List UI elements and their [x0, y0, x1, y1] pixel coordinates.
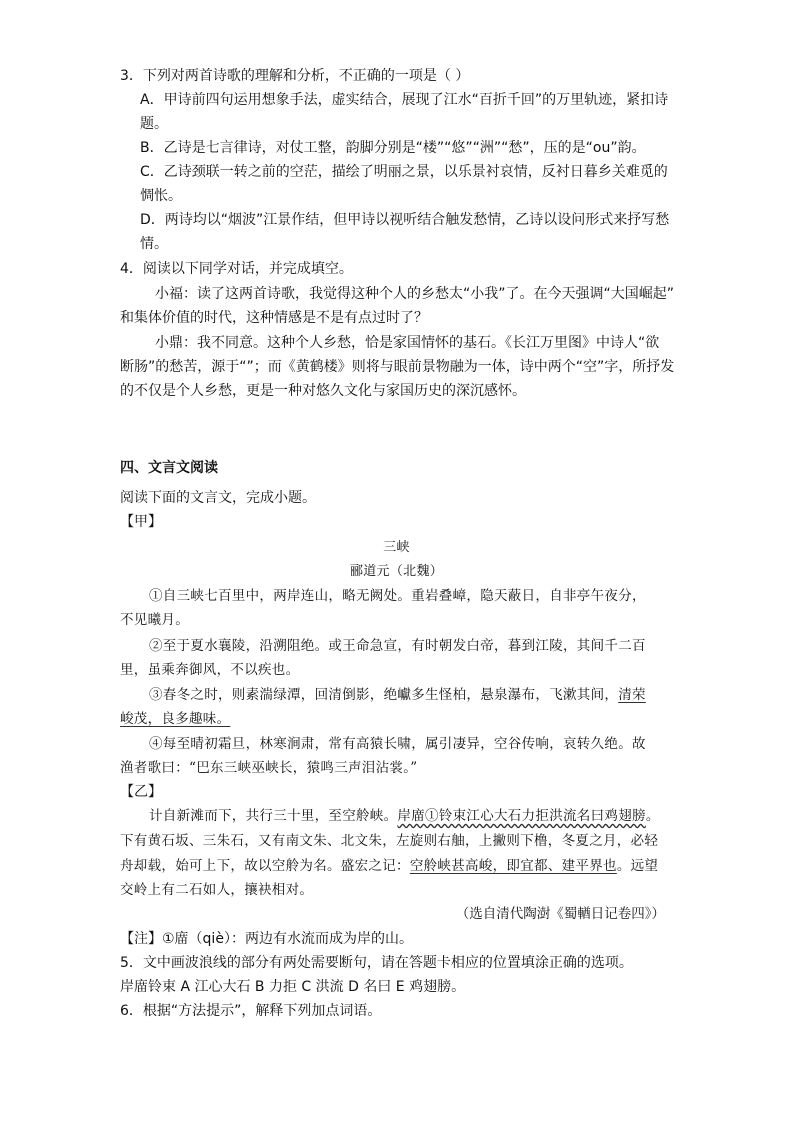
section-intro: 阅读下面的文言文，完成小题。: [120, 490, 316, 506]
q4-paragraph2-line3: 的不仅是个人乡愁，更是一种对悠久文化与家国历史的深沉感怀。: [120, 383, 526, 399]
underlined-sentence-kongling: 空舲峡甚高峻，即宜都、建平界也: [409, 858, 617, 874]
jia-paragraph3-line2: [120, 709, 230, 729]
wavy-underlined-sentence: 岸庿①铃束江心大石力拒洪流名曰鸡翅膀: [397, 808, 646, 824]
q3-stem: 3．下列对两首诗歌的理解和分析，不正确的一项是（ ）: [120, 68, 470, 84]
annotation-note: 【注】①庿（qiè）：两边有水流而成为岸的山。: [120, 931, 413, 947]
q3-option-d-line1: D．两诗均以“烟波”江景作结，但甲诗以视听结合触发愁情，乙诗以设问形式来抒写愁: [140, 212, 670, 228]
yi-line3-end: 。远望: [616, 858, 659, 874]
jia-paragraph3-text: ③春冬之时，则素湍绿潭，回清倒影，绝巘多生怪柏，悬泉瀑布，飞漱其间，: [149, 687, 619, 703]
jia-paragraph4-line2: 渔者歌曰：“巴东三峡巫峡长，猿鸣三声泪沾裳。”: [120, 760, 418, 776]
underlined-phrase-qingrong: 清荣: [618, 687, 646, 703]
jia-paragraph3-line1: [149, 685, 646, 705]
yi-line1: [149, 806, 660, 826]
yi-label: 【乙】: [120, 784, 162, 800]
jia-label: 【甲】: [120, 514, 162, 530]
q4-stem: 4．阅读以下同学对话，并完成填空。: [120, 261, 353, 277]
q5-options: 岸庿铃束 A 江心大石 B 力拒 C 洪流 D 名曰 E 鸡翅膀。: [120, 979, 466, 995]
q3-option-d-line2: 情。: [140, 236, 168, 252]
yi-line1-text: 计自新滩而下，共行三十里，至空舲峡。: [149, 808, 398, 824]
jia-passage-author: 郦道元（北魏）: [349, 564, 444, 579]
q3-option-a-line2: 题。: [140, 116, 168, 132]
yi-line3-text: 舟却载，始可上下，故以空舲为名。盛宏之记：: [120, 858, 410, 874]
q6-stem: 6．根据“方法提示”，解释下列加点词语。: [120, 1003, 382, 1019]
q3-option-c-line2: 惆怅。: [140, 188, 182, 204]
jia-paragraph1-line1: ①自三峡七百里中，两岸连山，略无阙处。重岩叠嶂，隐天蔽日，自非亭午夜分，: [149, 588, 646, 604]
q4-paragraph2-line2: 断肠”的愁苦，源于“”；而《黄鹤楼》则将与眼前景物融为一体，诗中两个“空”字，所抒发: [120, 359, 675, 375]
q3-option-b: B．乙诗是七言律诗，对仗工整，韵脚分别是“楼”“悠”“洲”“愁”，压的是“ou”韵。: [140, 140, 646, 156]
yi-line3: [120, 856, 658, 876]
q4-paragraph1-line1: 小福：读了这两首诗歌，我觉得这种个人的乡愁太“小我”了。在今天强调“大国崛起”: [155, 286, 675, 302]
section-title: 四、文言文阅读: [120, 460, 218, 476]
yi-line4: 交岭上有二石如人，攘袂相对。: [120, 882, 314, 898]
underlined-phrase-junmao: 峻茂，良多趣味。: [120, 711, 231, 727]
q4-paragraph2-line1: 小鼎：我不同意。这种个人乡愁，恰是家国情怀的基石。《长江万里图》中诗人“欲: [155, 335, 660, 351]
jia-paragraph4-line1: ④每至晴初霜旦，林寒涧肃，常有高猿长啸，属引凄异，空谷传响，哀转久绝。故: [149, 736, 646, 752]
jia-paragraph2-line1: ②至于夏水襄陵，沿溯阻绝。或王命急宣，有时朝发白帝，暮到江陵，其间千二百: [149, 638, 646, 654]
jia-paragraph1-line2: 不见曦月。: [120, 612, 189, 628]
q3-option-c-line1: C．乙诗颈联一转之前的空茫，描绘了明丽之景，以乐景衬哀情，反衬日暮乡关难觅的: [140, 164, 668, 180]
q4-paragraph1-line2: 和集体价值的时代，这种情感是不是有点过时了？: [120, 310, 428, 326]
source-citation: （选自清代陶澍《蜀輶日记卷四》）: [455, 906, 665, 922]
yi-line2: 下有黄石坂、三朱石，又有南文朱、北文朱，左旋则右舳，上撇则下橹，冬夏之月，必轻: [120, 833, 659, 849]
jia-passage-title: 三峡: [383, 540, 410, 555]
jia-paragraph2-line2: 里，虽乘奔御风，不以疾也。: [120, 662, 300, 678]
q5-stem: 5．文中画波浪线的部分有两处需要断句，请在答题卡相应的位置填涂正确的选项。: [120, 955, 633, 971]
q3-option-a-line1: A．甲诗前四句运用想象手法，虚实结合，展现了江水“百折千回”的万里轨迹，紧扣诗: [140, 92, 669, 108]
yi-line1-end: 。: [645, 808, 660, 824]
